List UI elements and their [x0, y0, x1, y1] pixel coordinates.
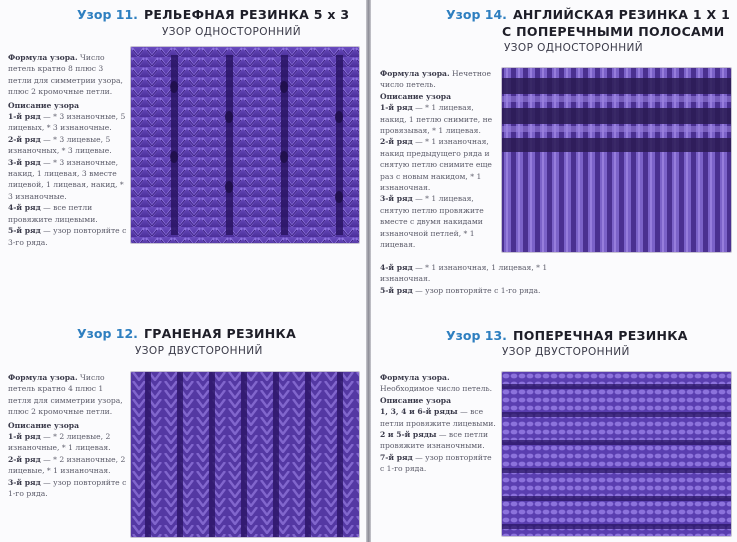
row-instruction: 2-й ряд — * 1 изнаночная, накид предыдущего ряда и снятую петлю снимите еще раз с новым накидом, * 1 изнаночная. — [380, 137, 492, 193]
formula-paragraph — [380, 68, 496, 91]
formula-text: Необходимое число петель. — [380, 384, 493, 394]
formula-text: Число петель кратно 4 плюс 1 петля для симметрии узора, плюс 2 кромочные петли. — [8, 373, 123, 417]
row-instruction: 1-й ряд — * 3 изнаночные, 5 лицевых, * 3 изнаночные. — [8, 112, 126, 133]
eyelet-rib-swatch-image — [131, 47, 359, 243]
pattern-13-subtitle: УЗОР ДВУСТОРОННИЙ — [502, 346, 630, 358]
row-instruction: 3-й ряд — * 1 лицевая, снятую петлю провяжите вместе с двумя накидами изнаночной петлей, * 1 лицевая. — [380, 194, 484, 250]
row-instruction: 3-й ряд — * 3 изнаночные, накид, 1 лицевая, 3 вместе лицевой, 1 лицевая, накид, * 3 изнаночные. — [8, 157, 124, 201]
row-instruction: 3-й ряд — узор повторяйте с 1-го ряда. — [8, 477, 127, 499]
left-page — [0, 0, 366, 542]
formula-paragraph — [380, 372, 496, 395]
pattern-14-instructions-continued — [380, 262, 565, 296]
pattern-11-number: Узор 11. — [77, 7, 138, 22]
pattern-13-number: Узор 13. — [446, 328, 507, 343]
row-instruction: 1-й ряд — * 2 лицевые, 2 изнаночные, * 1 лицевая. — [8, 432, 111, 453]
pattern-13-title: ПОПЕРЕЧНАЯ РЕЗИНКА — [512, 328, 688, 343]
formula-text: Нечетное число петель. — [380, 69, 491, 90]
row-instruction: 2 и 5-й ряды — все петли провяжите изнаночными. — [380, 430, 489, 451]
right-page — [371, 0, 737, 542]
pattern-11-header — [77, 4, 349, 23]
row-instruction: 2-й ряд — * 2 изнаночные, 2 лицевые, * 1 изнаночная. — [8, 454, 126, 476]
row-instruction: 1, 3, 4 и 6-й ряды — все петли провяжите лицевыми. — [380, 407, 496, 428]
horizontal-rib-swatch-image — [502, 372, 731, 536]
row-instruction: 2-й ряд — * 3 лицевые, 5 изнаночных, * 3 лицевые. — [8, 134, 112, 156]
pattern-13-instructions — [380, 372, 496, 475]
pattern-14-subtitle: УЗОР ОДНОСТОРОННИЙ — [504, 42, 643, 54]
row-instruction: 5-й ряд — узор повторяйте с 1-го ряда. — [380, 285, 541, 295]
pattern-12-number: Узор 12. — [77, 326, 138, 341]
pattern-14-number: Узор 14. — [446, 7, 507, 22]
pattern-12-title: ГРАНЕНАЯ РЕЗИНКА — [143, 326, 297, 341]
faceted-rib-swatch-image — [131, 372, 359, 537]
pattern-14-title-line1: АНГЛИЙСКАЯ РЕЗИНКА 1 X 1 — [512, 7, 731, 22]
pattern-12-header — [77, 323, 296, 342]
row-instruction: 4-й ряд — * 1 изнаночная, 1 лицевая, * 1 изнаночная. — [380, 263, 548, 284]
row-instruction: 7-й ряд — узор повторяйте с 1-го ряда. — [380, 452, 492, 474]
row-instruction: 5-й ряд — узор повторяйте с 3-го ряда. — [8, 226, 127, 247]
row-instruction: 4-й ряд — все петли провяжите лицевыми. — [8, 203, 98, 224]
pattern-12-instructions — [8, 372, 128, 499]
pattern-12-subtitle: УЗОР ДВУСТОРОННИЙ — [135, 345, 263, 357]
formula-paragraph — [8, 52, 128, 98]
row-instruction: 1-й ряд — * 1 лицевая, накид, 1 петлю снимите, не провязывая, * 1 лицевая. — [380, 103, 493, 136]
english-rib-striped-swatch-image — [502, 68, 731, 252]
pattern-14-header-line2 — [502, 21, 725, 40]
pattern-14-title-line2: С ПОПЕРЕЧНЫМИ ПОЛОСАМИ — [502, 24, 725, 39]
formula-label: Формула узора. — [8, 53, 78, 62]
pattern-11-instructions — [8, 52, 128, 248]
formula-label: Формула узора. — [380, 69, 450, 78]
pattern-11-title: РЕЛЬЕФНАЯ РЕЗИНКА 5 x 3 — [143, 7, 350, 22]
formula-text: Число петель кратно 8 плюс 3 петли для симметрии узора, плюс 2 кромочные петли. — [8, 53, 123, 97]
pattern-11-subtitle: УЗОР ОДНОСТОРОННИЙ — [162, 26, 301, 38]
description-heading: Описание узора — [380, 91, 452, 101]
pattern-14-instructions — [380, 68, 496, 251]
pattern-13-header — [446, 325, 688, 344]
formula-paragraph — [8, 372, 128, 418]
description-heading: Описание узора — [8, 100, 80, 110]
description-heading: Описание узора — [8, 420, 80, 430]
formula-label: Формула узора. — [380, 373, 450, 382]
description-heading: Описание узора — [380, 395, 452, 405]
formula-label: Формула узора. — [8, 373, 78, 382]
